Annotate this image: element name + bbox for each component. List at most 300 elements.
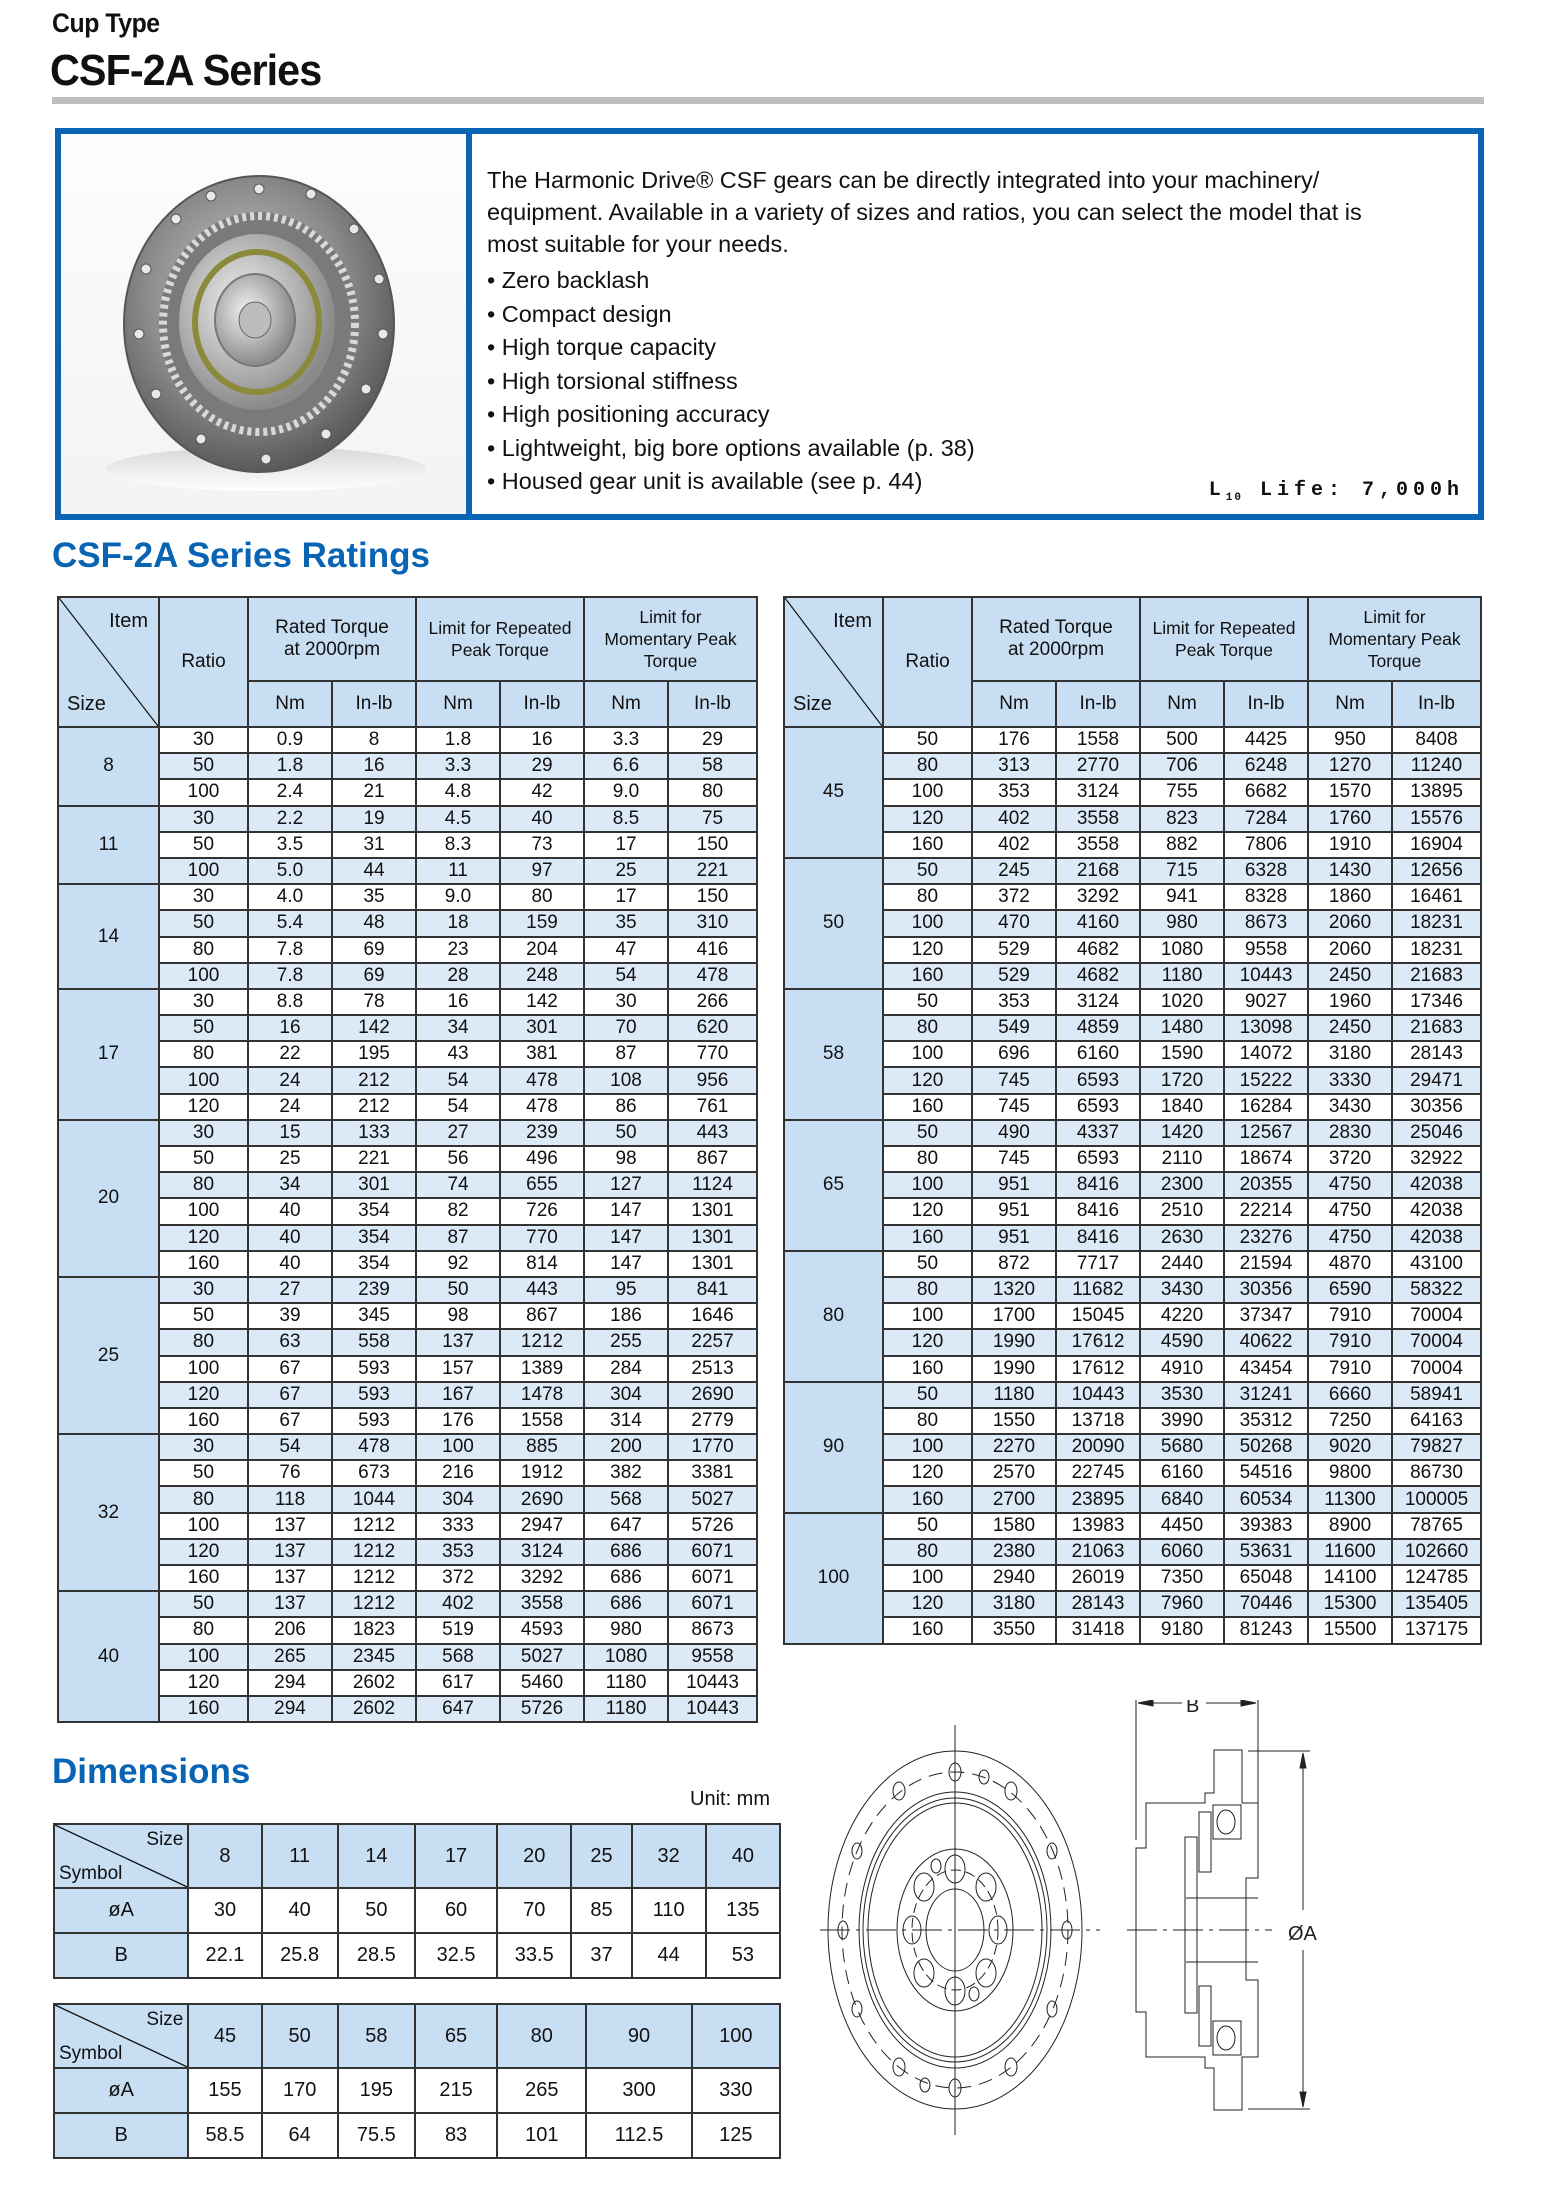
ratio-header: Ratio xyxy=(159,597,248,727)
ratio-cell: 80 xyxy=(159,1617,248,1643)
size-column-header: 90 xyxy=(586,2004,691,2068)
value-cell: 593 xyxy=(332,1382,416,1408)
life-subscript: 10 xyxy=(1225,492,1243,504)
table-row xyxy=(58,963,757,989)
value-cell: 195 xyxy=(332,1041,416,1067)
value-cell: 8416 xyxy=(1056,1225,1140,1251)
ratio-cell: 160 xyxy=(159,1251,248,1277)
value-cell: 4.8 xyxy=(416,779,500,805)
value-cell: 2570 xyxy=(972,1460,1056,1486)
table-row xyxy=(58,1329,757,1355)
value-cell: 170 xyxy=(262,2068,338,2113)
header-line: Limit for xyxy=(639,607,702,627)
size-column-header: 80 xyxy=(497,2004,586,2068)
value-cell: 3720 xyxy=(1308,1146,1392,1172)
table-row xyxy=(784,1382,1481,1408)
ratio-cell: 120 xyxy=(883,1460,972,1486)
intro-box xyxy=(55,128,1484,520)
value-cell: 92 xyxy=(416,1251,500,1277)
value-cell: 75.5 xyxy=(338,2113,415,2158)
unit-nm-header: Nm xyxy=(1308,681,1392,727)
value-cell: 715 xyxy=(1140,858,1224,884)
value-cell: 3990 xyxy=(1140,1408,1224,1434)
ratio-cell: 100 xyxy=(159,779,248,805)
header-line: Limit for Repeated xyxy=(1152,618,1296,638)
table-row xyxy=(784,937,1481,963)
size-column-header: 45 xyxy=(188,2004,261,2068)
product-photo xyxy=(61,134,472,514)
value-cell: 2700 xyxy=(972,1486,1056,1512)
value-cell: 20090 xyxy=(1056,1434,1140,1460)
value-cell: 300 xyxy=(586,2068,691,2113)
table-row xyxy=(784,1513,1481,1539)
table-row xyxy=(58,1408,757,1434)
header-line: Limit for xyxy=(1363,607,1426,627)
ratio-cell: 160 xyxy=(883,1356,972,1382)
value-cell: 354 xyxy=(332,1198,416,1224)
value-cell: 20355 xyxy=(1224,1172,1308,1198)
table-row xyxy=(784,1591,1481,1617)
value-cell: 39 xyxy=(248,1303,332,1329)
value-cell: 6660 xyxy=(1308,1382,1392,1408)
value-cell: 54 xyxy=(416,1094,500,1120)
ratio-header: Ratio xyxy=(883,597,972,727)
value-cell: 7910 xyxy=(1308,1356,1392,1382)
value-cell: 16 xyxy=(332,753,416,779)
value-cell: 7910 xyxy=(1308,1303,1392,1329)
value-cell: 8.3 xyxy=(416,832,500,858)
value-cell: 21063 xyxy=(1056,1539,1140,1565)
value-cell: 882 xyxy=(1140,832,1224,858)
value-cell: 1912 xyxy=(500,1460,584,1486)
value-cell: 15045 xyxy=(1056,1303,1140,1329)
value-cell: 1478 xyxy=(500,1382,584,1408)
size-label: Size xyxy=(793,693,832,715)
value-cell: 1570 xyxy=(1308,779,1392,805)
table-row xyxy=(58,1172,757,1198)
value-cell: 100005 xyxy=(1392,1486,1481,1512)
value-cell: 7910 xyxy=(1308,1329,1392,1355)
ratio-cell: 80 xyxy=(883,1539,972,1565)
value-cell: 470 xyxy=(972,910,1056,936)
value-cell: 3558 xyxy=(500,1591,584,1617)
value-cell: 402 xyxy=(972,806,1056,832)
life-prefix: L xyxy=(1208,479,1226,502)
item-size-corner-header xyxy=(784,597,883,727)
category-label: Cup Type xyxy=(52,8,160,38)
value-cell: 50 xyxy=(416,1277,500,1303)
unit-inlb-header: In-lb xyxy=(1392,681,1481,727)
value-cell: 42 xyxy=(500,779,584,805)
gear-photo-icon xyxy=(61,134,466,514)
table-row xyxy=(58,1486,757,1512)
value-cell: 4593 xyxy=(500,1617,584,1643)
value-cell: 24 xyxy=(248,1094,332,1120)
value-cell: 23276 xyxy=(1224,1225,1308,1251)
value-cell: 2602 xyxy=(332,1696,416,1722)
value-cell: 23895 xyxy=(1056,1486,1140,1512)
value-cell: 83 xyxy=(415,2113,497,2158)
value-cell: 25 xyxy=(584,858,668,884)
value-cell: 11600 xyxy=(1308,1539,1392,1565)
table-row xyxy=(58,937,757,963)
table-row xyxy=(58,779,757,805)
value-cell: 3550 xyxy=(972,1617,1056,1643)
value-cell: 40 xyxy=(500,806,584,832)
table-row xyxy=(784,1617,1481,1643)
size-cell: 90 xyxy=(784,1382,883,1513)
value-cell: 21683 xyxy=(1392,963,1481,989)
unit-nm-header: Nm xyxy=(416,681,500,727)
value-cell: 186 xyxy=(584,1303,668,1329)
ratio-cell: 80 xyxy=(883,1277,972,1303)
value-cell: 1840 xyxy=(1140,1094,1224,1120)
size-cell: 11 xyxy=(58,806,159,885)
value-cell: 6071 xyxy=(668,1591,757,1617)
value-cell: 4.5 xyxy=(416,806,500,832)
value-cell: 1301 xyxy=(668,1251,757,1277)
ratio-cell: 50 xyxy=(883,1251,972,1277)
value-cell: 24 xyxy=(248,1067,332,1093)
value-cell: 33.5 xyxy=(497,1933,571,1978)
value-cell: 9.0 xyxy=(584,779,668,805)
value-cell: 1180 xyxy=(584,1670,668,1696)
value-cell: 6328 xyxy=(1224,858,1308,884)
value-cell: 951 xyxy=(972,1172,1056,1198)
value-cell: 13718 xyxy=(1056,1408,1140,1434)
table-row xyxy=(58,1277,757,1303)
feature-list xyxy=(487,264,1447,499)
value-cell: 70004 xyxy=(1392,1329,1481,1355)
ratio-cell: 100 xyxy=(159,1513,248,1539)
value-cell: 745 xyxy=(972,1067,1056,1093)
value-cell: 529 xyxy=(972,963,1056,989)
ratio-cell: 80 xyxy=(159,937,248,963)
symbol-label: Symbol xyxy=(59,1863,123,1884)
value-cell: 443 xyxy=(668,1120,757,1146)
value-cell: 23 xyxy=(416,937,500,963)
value-cell: 200 xyxy=(584,1434,668,1460)
value-cell: 2830 xyxy=(1308,1120,1392,1146)
table-row xyxy=(784,1041,1481,1067)
value-cell: 16 xyxy=(248,1015,332,1041)
value-cell: 69 xyxy=(332,963,416,989)
value-cell: 4425 xyxy=(1224,727,1308,753)
table-row xyxy=(58,1015,757,1041)
value-cell: 78765 xyxy=(1392,1513,1481,1539)
value-cell: 354 xyxy=(332,1251,416,1277)
value-cell: 40622 xyxy=(1224,1329,1308,1355)
value-cell: 529 xyxy=(972,937,1056,963)
table-row xyxy=(784,1172,1481,1198)
unit-nm-header: Nm xyxy=(248,681,332,727)
value-cell: 304 xyxy=(416,1486,500,1512)
table-row xyxy=(784,779,1481,805)
value-cell: 10443 xyxy=(668,1696,757,1722)
value-cell: 593 xyxy=(332,1408,416,1434)
value-cell: 1020 xyxy=(1140,989,1224,1015)
value-cell: 4337 xyxy=(1056,1120,1140,1146)
value-cell: 1124 xyxy=(668,1172,757,1198)
ratio-cell: 80 xyxy=(883,884,972,910)
value-cell: 1823 xyxy=(332,1617,416,1643)
header-line: Rated Torque xyxy=(999,617,1113,638)
ratio-cell: 160 xyxy=(883,1486,972,1512)
value-cell: 3180 xyxy=(972,1591,1056,1617)
dimension-b-label: B xyxy=(1186,1700,1200,1717)
value-cell: 1080 xyxy=(1140,937,1224,963)
value-cell: 135 xyxy=(706,1888,780,1933)
table-row xyxy=(784,1565,1481,1591)
value-cell: 647 xyxy=(584,1513,668,1539)
life-rating xyxy=(1209,479,1464,504)
value-cell: 1301 xyxy=(668,1225,757,1251)
value-cell: 142 xyxy=(500,989,584,1015)
value-cell: 239 xyxy=(332,1277,416,1303)
ratio-cell: 80 xyxy=(883,1408,972,1434)
ratio-cell: 50 xyxy=(883,858,972,884)
intro-line-2: equipment. Available in a variety of sizes and ratios, you can select the model that is xyxy=(487,199,1362,225)
value-cell: 558 xyxy=(332,1329,416,1355)
value-cell: 2270 xyxy=(972,1434,1056,1460)
ratio-cell: 160 xyxy=(883,1617,972,1643)
feature-item: • High positioning accuracy xyxy=(487,398,1447,432)
value-cell: 1389 xyxy=(500,1356,584,1382)
ratio-cell: 50 xyxy=(159,1146,248,1172)
value-cell: 6593 xyxy=(1056,1146,1140,1172)
table-row xyxy=(784,1198,1481,1224)
value-cell: 3530 xyxy=(1140,1382,1224,1408)
table-row xyxy=(784,858,1481,884)
technical-drawing xyxy=(820,1700,1557,2182)
value-cell: 54 xyxy=(248,1434,332,1460)
value-cell: 21 xyxy=(332,779,416,805)
dimension-a-label: ØA xyxy=(1288,1923,1317,1945)
ratio-cell: 30 xyxy=(159,806,248,832)
value-cell: 40 xyxy=(248,1198,332,1224)
value-cell: 8.5 xyxy=(584,806,668,832)
table-row xyxy=(784,832,1481,858)
unit-inlb-header: In-lb xyxy=(668,681,757,727)
value-cell: 7717 xyxy=(1056,1251,1140,1277)
ratio-cell: 50 xyxy=(883,989,972,1015)
value-cell: 5027 xyxy=(668,1486,757,1512)
value-cell: 10443 xyxy=(668,1670,757,1696)
ratio-cell: 100 xyxy=(883,1041,972,1067)
value-cell: 137 xyxy=(248,1539,332,1565)
value-cell: 50 xyxy=(338,1888,415,1933)
value-cell: 32.5 xyxy=(415,1933,497,1978)
value-cell: 1212 xyxy=(332,1565,416,1591)
ratio-cell: 100 xyxy=(883,1434,972,1460)
value-cell: 6071 xyxy=(668,1539,757,1565)
value-cell: 28143 xyxy=(1056,1591,1140,1617)
value-cell: 1044 xyxy=(332,1486,416,1512)
value-cell: 25046 xyxy=(1392,1120,1481,1146)
value-cell: 519 xyxy=(416,1617,500,1643)
size-column-header: 100 xyxy=(692,2004,780,2068)
table-row xyxy=(58,1041,757,1067)
value-cell: 686 xyxy=(584,1565,668,1591)
value-cell: 1558 xyxy=(500,1408,584,1434)
value-cell: 142 xyxy=(332,1015,416,1041)
table-row xyxy=(784,884,1481,910)
value-cell: 345 xyxy=(332,1303,416,1329)
value-cell: 686 xyxy=(584,1539,668,1565)
value-cell: 4220 xyxy=(1140,1303,1224,1329)
value-cell: 42038 xyxy=(1392,1225,1481,1251)
value-cell: 28143 xyxy=(1392,1041,1481,1067)
value-cell: 2779 xyxy=(668,1408,757,1434)
value-cell: 30356 xyxy=(1392,1094,1481,1120)
ratio-cell: 160 xyxy=(883,832,972,858)
value-cell: 110 xyxy=(632,1888,706,1933)
value-cell: 1480 xyxy=(1140,1015,1224,1041)
value-cell: 265 xyxy=(248,1644,332,1670)
table-row xyxy=(784,1067,1481,1093)
value-cell: 11 xyxy=(416,858,500,884)
ratio-cell: 30 xyxy=(159,1277,248,1303)
value-cell: 31418 xyxy=(1056,1617,1140,1643)
table-row xyxy=(58,858,757,884)
table-row xyxy=(58,1513,757,1539)
value-cell: 2510 xyxy=(1140,1198,1224,1224)
ratio-cell: 100 xyxy=(883,1303,972,1329)
value-cell: 39383 xyxy=(1224,1513,1308,1539)
feature-item: • High torque capacity xyxy=(487,331,1447,365)
ratio-cell: 100 xyxy=(883,910,972,936)
value-cell: 150 xyxy=(668,884,757,910)
value-cell: 1180 xyxy=(1140,963,1224,989)
symbol-cell: øA xyxy=(54,1888,188,1933)
ratio-cell: 30 xyxy=(159,1120,248,1146)
ratio-cell: 50 xyxy=(159,1015,248,1041)
size-cell: 80 xyxy=(784,1251,883,1382)
table-row xyxy=(58,1225,757,1251)
value-cell: 9558 xyxy=(1224,937,1308,963)
dims-header-row xyxy=(54,1824,780,1888)
table-row xyxy=(784,963,1481,989)
size-label: Size xyxy=(146,2009,184,2030)
value-cell: 11300 xyxy=(1308,1486,1392,1512)
value-cell: 137 xyxy=(248,1591,332,1617)
value-cell: 53631 xyxy=(1224,1539,1308,1565)
ratio-cell: 100 xyxy=(159,1067,248,1093)
value-cell: 1990 xyxy=(972,1356,1056,1382)
table-row xyxy=(784,1303,1481,1329)
value-cell: 63 xyxy=(248,1329,332,1355)
momentary-peak-header xyxy=(1308,597,1481,681)
value-cell: 4.0 xyxy=(248,884,332,910)
value-cell: 34 xyxy=(416,1015,500,1041)
value-cell: 6.6 xyxy=(584,753,668,779)
value-cell: 255 xyxy=(584,1329,668,1355)
value-cell: 212 xyxy=(332,1094,416,1120)
feature-item: • High torsional stiffness xyxy=(487,365,1447,399)
table-row xyxy=(54,2068,780,2113)
value-cell: 5027 xyxy=(500,1644,584,1670)
value-cell: 98 xyxy=(416,1303,500,1329)
feature-item: • Lightweight, big bore options available (p. 38) xyxy=(487,432,1447,466)
front-view xyxy=(820,1725,1100,2135)
value-cell: 353 xyxy=(972,779,1056,805)
value-cell: 2690 xyxy=(668,1382,757,1408)
value-cell: 9558 xyxy=(668,1644,757,1670)
rated-torque-header xyxy=(972,597,1140,681)
unit-nm-header: Nm xyxy=(1140,681,1224,727)
value-cell: 28 xyxy=(416,963,500,989)
value-cell: 7960 xyxy=(1140,1591,1224,1617)
value-cell: 950 xyxy=(1308,727,1392,753)
value-cell: 655 xyxy=(500,1172,584,1198)
value-cell: 1910 xyxy=(1308,832,1392,858)
ratio-cell: 120 xyxy=(883,1067,972,1093)
value-cell: 2602 xyxy=(332,1670,416,1696)
value-cell: 157 xyxy=(416,1356,500,1382)
title-divider xyxy=(52,97,1484,104)
header-line: at 2000rpm xyxy=(283,639,381,660)
size-label: Size xyxy=(67,693,106,715)
value-cell: 54516 xyxy=(1224,1460,1308,1486)
ratio-cell: 120 xyxy=(159,1225,248,1251)
value-cell: 841 xyxy=(668,1277,757,1303)
value-cell: 6248 xyxy=(1224,753,1308,779)
value-cell: 67 xyxy=(248,1356,332,1382)
size-symbol-corner-header xyxy=(54,2004,188,2068)
value-cell: 3292 xyxy=(1056,884,1140,910)
value-cell: 87 xyxy=(416,1225,500,1251)
item-label: Item xyxy=(833,610,872,632)
ratio-cell: 50 xyxy=(159,832,248,858)
value-cell: 4870 xyxy=(1308,1251,1392,1277)
value-cell: 22214 xyxy=(1224,1198,1308,1224)
value-cell: 2450 xyxy=(1308,963,1392,989)
value-cell: 4750 xyxy=(1308,1225,1392,1251)
value-cell: 1212 xyxy=(500,1329,584,1355)
size-column-header: 50 xyxy=(262,2004,338,2068)
value-cell: 17 xyxy=(584,832,668,858)
value-cell: 647 xyxy=(416,1696,500,1722)
value-cell: 15300 xyxy=(1308,1591,1392,1617)
value-cell: 1558 xyxy=(1056,727,1140,753)
ratio-cell: 160 xyxy=(883,963,972,989)
value-cell: 54 xyxy=(416,1067,500,1093)
value-cell: 304 xyxy=(584,1382,668,1408)
value-cell: 12656 xyxy=(1392,858,1481,884)
value-cell: 1430 xyxy=(1308,858,1392,884)
ratio-cell: 100 xyxy=(883,1172,972,1198)
ratio-cell: 80 xyxy=(883,1015,972,1041)
value-cell: 1550 xyxy=(972,1408,1056,1434)
table-row xyxy=(58,1251,757,1277)
value-cell: 206 xyxy=(248,1617,332,1643)
ratings-table-left xyxy=(57,596,758,1723)
value-cell: 3430 xyxy=(1140,1277,1224,1303)
ratio-cell: 50 xyxy=(159,1303,248,1329)
value-cell: 28.5 xyxy=(338,1933,415,1978)
value-cell: 239 xyxy=(500,1120,584,1146)
value-cell: 2513 xyxy=(668,1356,757,1382)
value-cell: 30 xyxy=(188,1888,261,1933)
value-cell: 284 xyxy=(584,1356,668,1382)
value-cell: 745 xyxy=(972,1094,1056,1120)
size-column-header: 32 xyxy=(632,1824,706,1888)
size-cell: 58 xyxy=(784,989,883,1120)
size-column-header: 58 xyxy=(338,2004,415,2068)
value-cell: 2380 xyxy=(972,1539,1056,1565)
value-cell: 2450 xyxy=(1308,1015,1392,1041)
size-symbol-corner-header xyxy=(54,1824,188,1888)
